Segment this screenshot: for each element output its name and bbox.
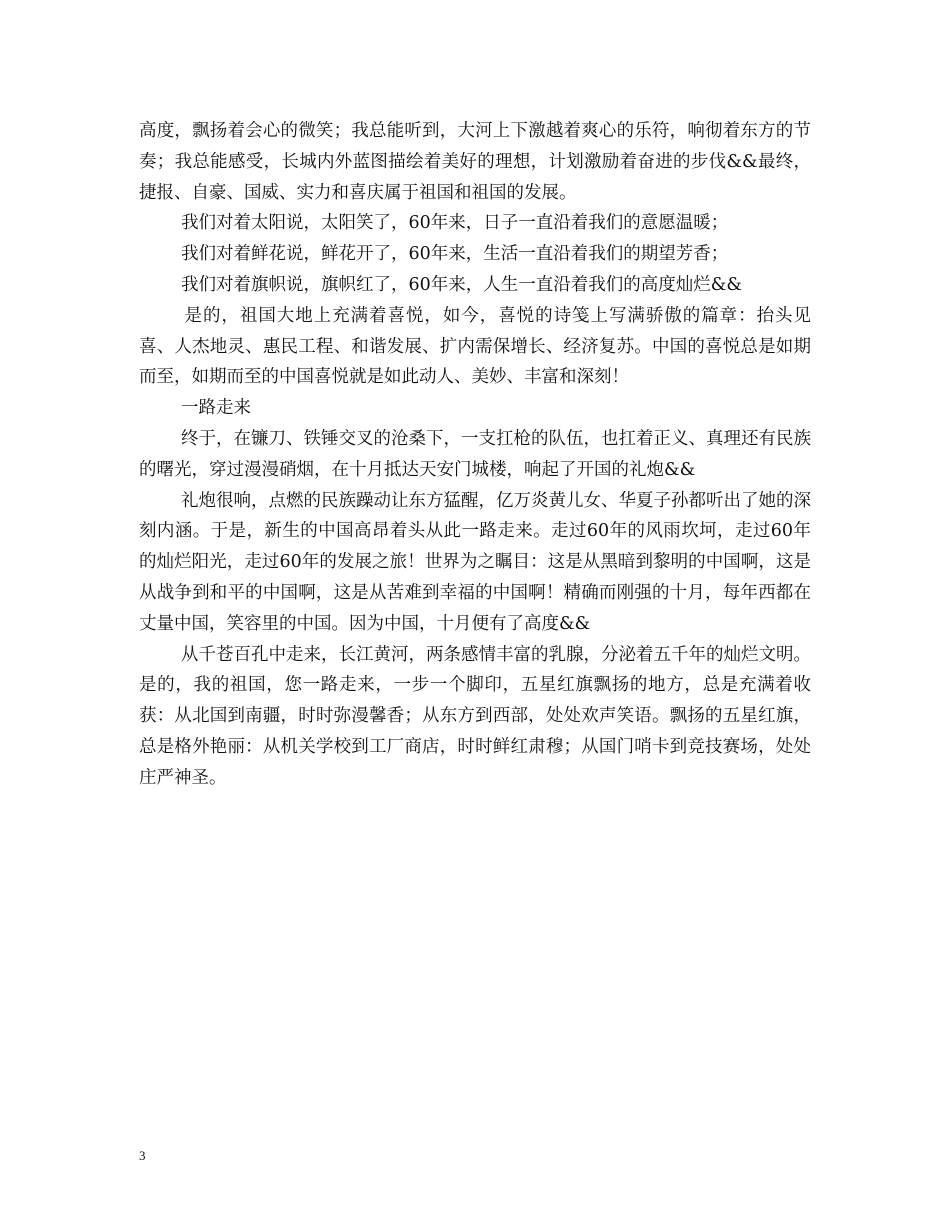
- paragraph: 我们对着太阳说，太阳笑了，60年来，日子一直沿着我们的意愿温暖；: [181, 213, 729, 234]
- body-text: [139, 116, 811, 794]
- page-number: 3: [139, 1148, 146, 1163]
- paragraph: 是的，祖国大地上充满着喜悦，如今，喜悦的诗笺上写满骄傲的篇章：抬头见喜、人杰地灵、惠民工程、和谐发展、扩内需保增长、经济复苏。中国的喜悦总是如期而至，如期而至的中国喜悦就是如此动人、美妙、丰富和深刻！: [139, 305, 811, 388]
- paragraph: 我们对着旗帜说，旗帜红了，60年来，人生一直沿着我们的高度灿烂&&: [181, 274, 742, 295]
- paragraph: 我们对着鲜花说，鲜花开了，60年来，生活一直沿着我们的期望芳香；: [181, 244, 729, 265]
- paragraph: 终于，在镰刀、铁锤交叉的沧桑下，一支扛枪的队伍，也扛着正义、真理还有民族的曙光，穿过漫漫硝烟，在十月抵达天安门城楼，响起了开国的礼炮&&: [139, 428, 811, 480]
- paragraph: 从千苍百孔中走来，长江黄河，两条感情丰富的乳腺，分泌着五千年的灿烂文明。是的，我的祖国，您一路走来，一步一个脚印，五星红旗飘扬的地方，总是充满着收获：从北国到南疆，时时弥漫馨香；从东方到西部，处处欢声笑语。飘扬的五星红旗，总是格外艳丽：从机关学校到工厂商店，时时鲜红肃穆；从国门哨卡到竞技赛场，处处庄严神圣。: [139, 644, 811, 788]
- paragraph: 礼炮很响，点燃的民族躁动让东方猛醒，亿万炎黄儿女、华夏子孙都听出了她的深刻内涵。于是，新生的中国高昂着头从此一路走来。走过60年的风雨坎坷，走过60年的灿烂阳光，走过60年的发展之旅！世界为之瞩目：这是从黑暗到黎明的中国啊，这是从战争到和平的中国啊，这是从苦难到幸福的中国啊！精确而刚强的十月，每年西都在丈量中国，笑容里的中国。因为中国，十月便有了高度&&: [139, 490, 811, 634]
- section-heading: 一路走来: [181, 398, 251, 419]
- paragraph: 高度，飘扬着会心的微笑；我总能听到，大河上下激越着爽心的乐符，响彻着东方的节奏；我总能感受，长城内外蓝图描绘着美好的理想，计划激励着奋进的步伐&&最终，捷报、自豪、国威、实力和喜庆属于祖国和祖国的发展。: [139, 121, 811, 203]
